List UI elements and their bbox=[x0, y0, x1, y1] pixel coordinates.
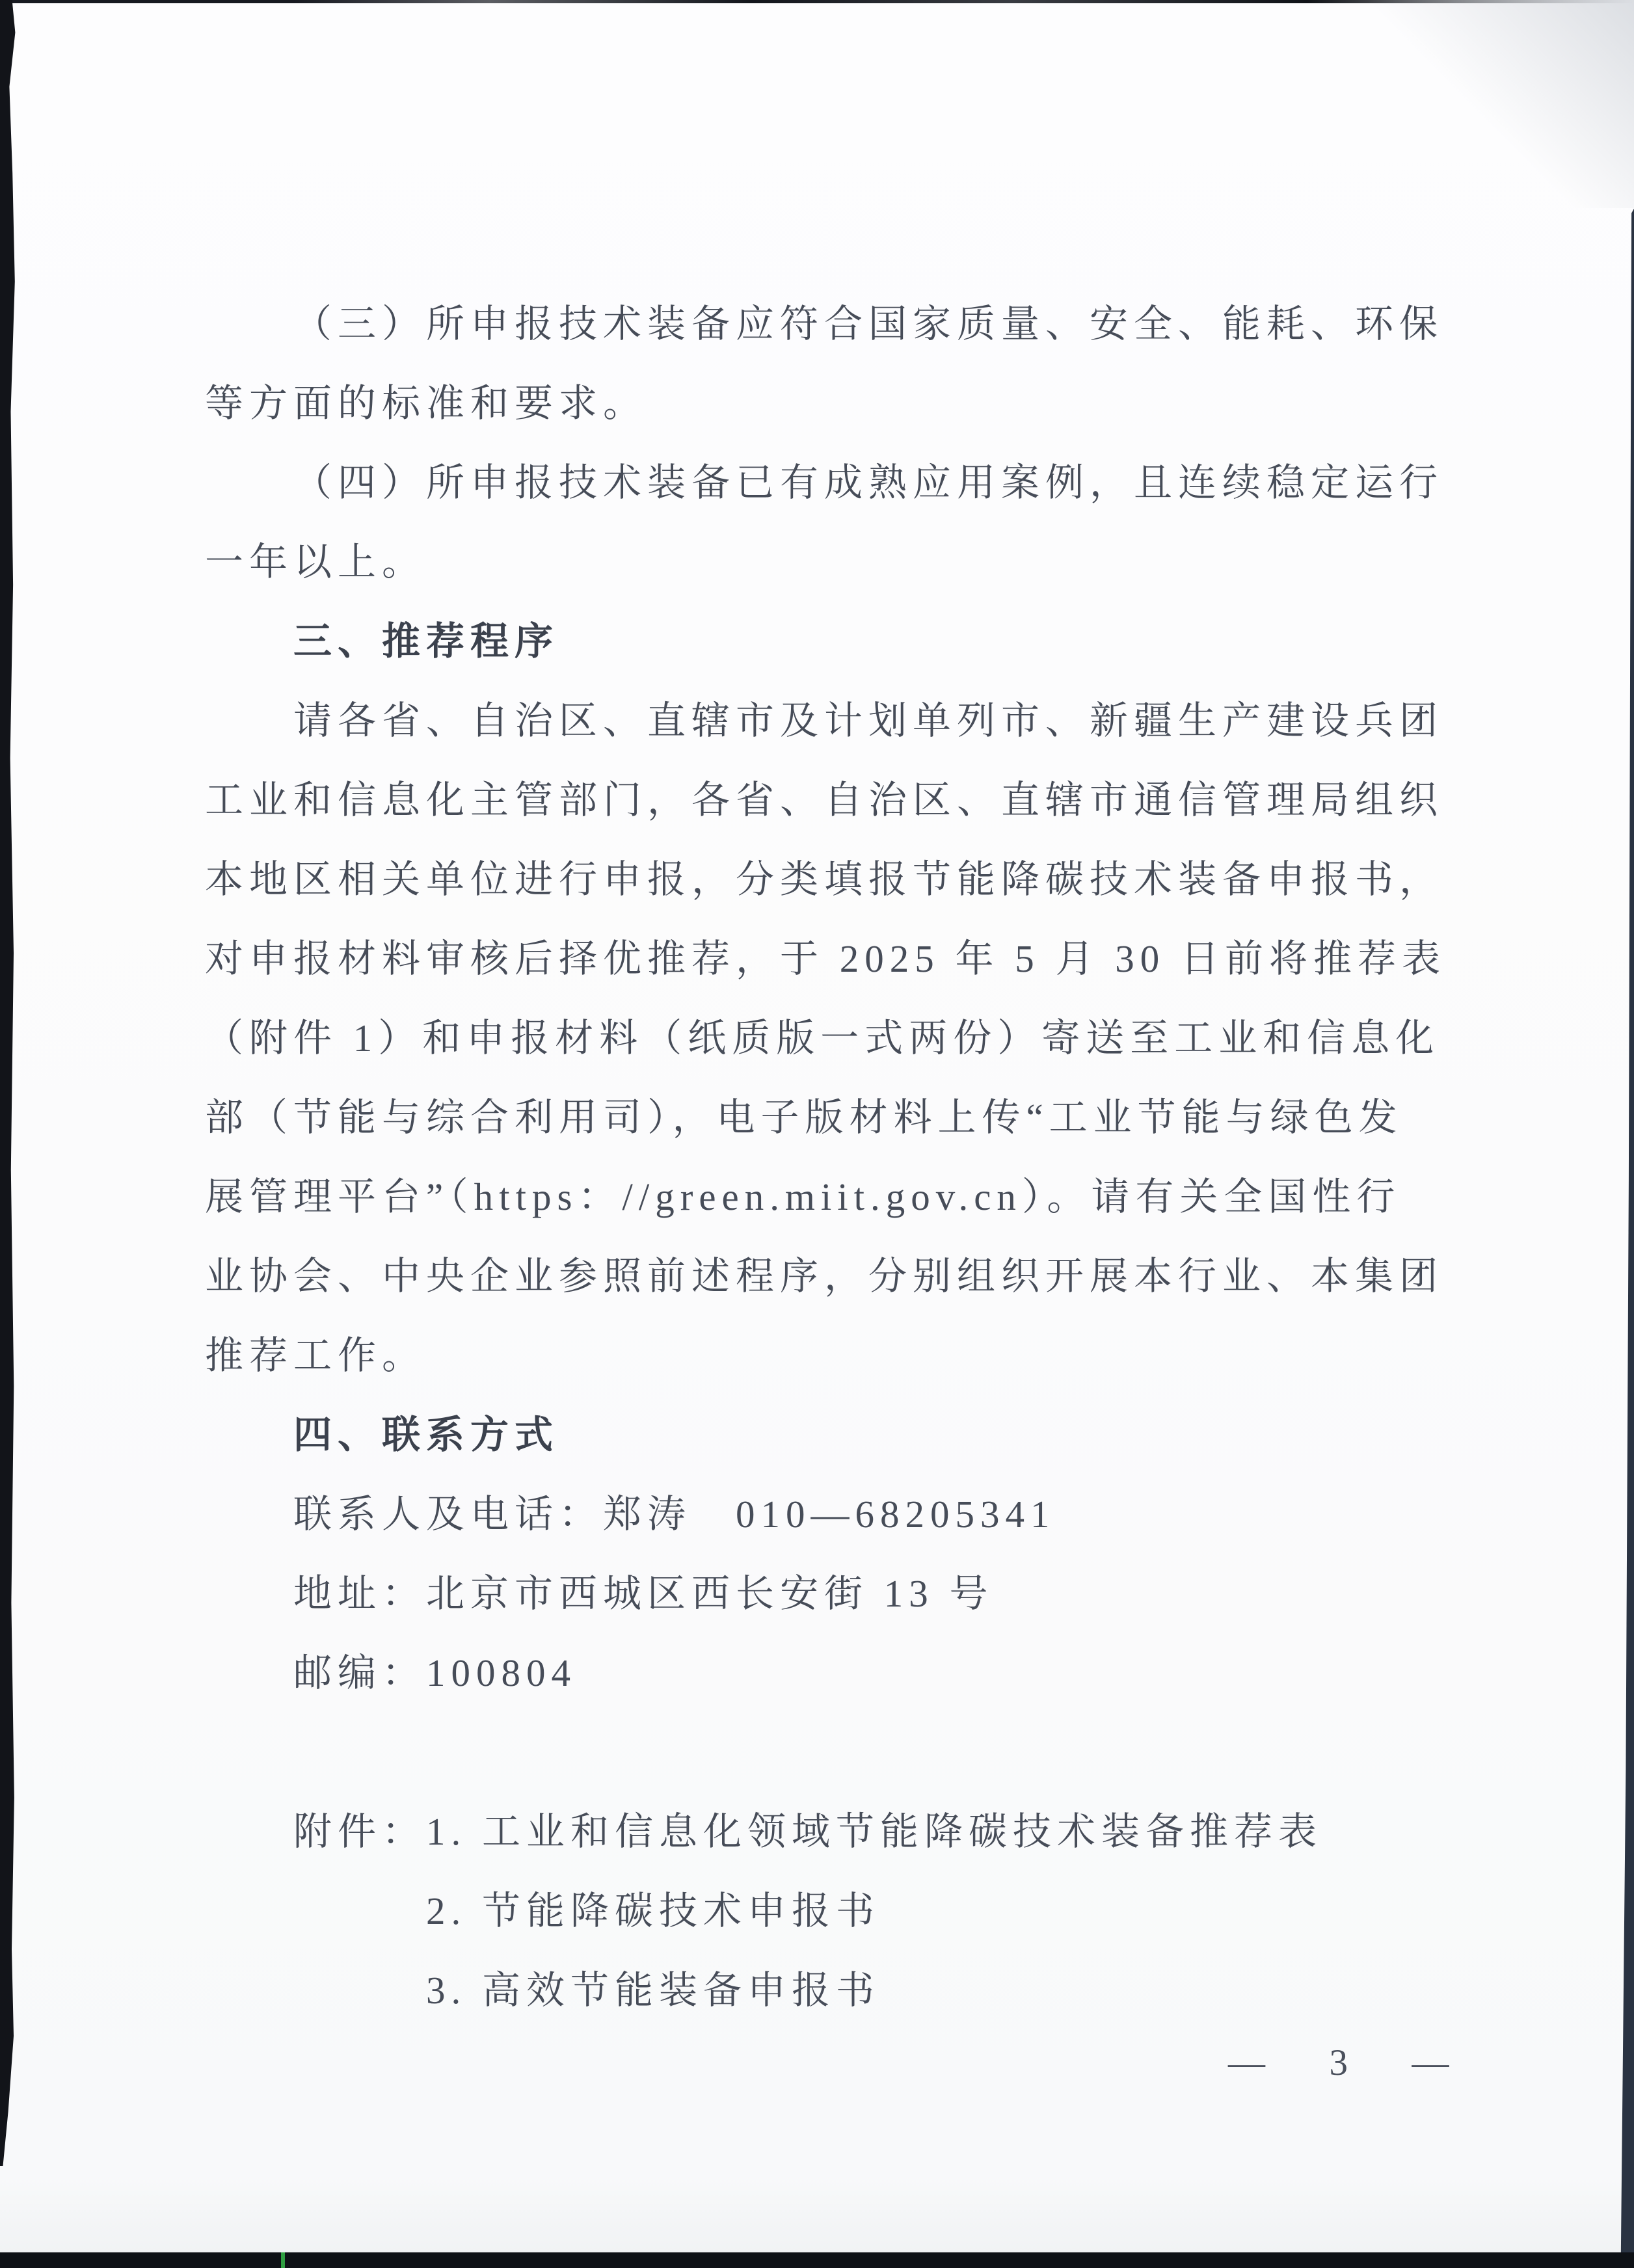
attachment-row-1 bbox=[205, 1792, 1454, 1871]
procedure-line-5: （附件 1）和申报材料（纸质版一式两份）寄送至工业和信息化 bbox=[205, 1017, 1440, 1060]
procedure-line-1: 请各省、自治区、直辖市及计划单列市、新疆生产建设兵团 bbox=[293, 699, 1444, 742]
scan-corner-shade bbox=[1354, 0, 1634, 208]
scan-bar-bottom bbox=[0, 2252, 1634, 2268]
address-line: 地址：北京市西城区西长安街 13 号 bbox=[293, 1572, 994, 1615]
attachment-row-2 bbox=[205, 1871, 1454, 1951]
attachment-item-2: 2. 节能降碳技术申报书 bbox=[426, 1889, 881, 1932]
scan-edge-left bbox=[0, 0, 20, 2166]
postcode-line: 邮编：100804 bbox=[293, 1651, 577, 1694]
contact-person-phone-line: 联系人及电话：郑涛 010—68205341 bbox=[293, 1493, 1056, 1536]
heading-section-3-recommendation-procedure: 三、推荐程序 bbox=[293, 620, 559, 663]
attachment-item-1: 1. 工业和信息化领域节能降碳技术装备推荐表 bbox=[426, 1810, 1323, 1853]
item-four-line-2: 一年以上。 bbox=[205, 540, 427, 583]
attachment-row-3 bbox=[205, 1951, 1454, 2030]
procedure-line-8: 业协会、中央企业参照前述程序，分别组织开展本行业、本集团 bbox=[205, 1255, 1444, 1298]
scan-edge-right bbox=[1614, 0, 1634, 2268]
scan-mark-green bbox=[281, 2252, 285, 2268]
procedure-line-3: 本地区相关单位进行申报，分类填报节能降碳技术装备申报书， bbox=[205, 858, 1444, 901]
procedure-line-6: 部（节能与综合利用司），电子版材料上传“工业节能与绿色发 bbox=[205, 1096, 1403, 1139]
procedure-line-4: 对申报材料审核后择优推荐，于 2025 年 5 月 30 日前将推荐表 bbox=[205, 937, 1447, 980]
item-four-line-1: （四）所申报技术装备已有成熟应用案例，且连续稳定运行 bbox=[293, 461, 1444, 504]
page-number: — 3 — bbox=[1228, 2042, 1453, 2083]
item-three-line-1: （三）所申报技术装备应符合国家质量、安全、能耗、环保 bbox=[293, 302, 1444, 345]
procedure-line-9: 推荐工作。 bbox=[205, 1334, 427, 1377]
procedure-line-7-url: 展管理平台”（https：//green.miit.gov.cn）。请有关全国性行 bbox=[205, 1175, 1401, 1218]
heading-section-4-contact-info: 四、联系方式 bbox=[293, 1413, 559, 1456]
procedure-line-2: 工业和信息化主管部门，各省、自治区、直辖市通信管理局组织 bbox=[205, 779, 1444, 821]
attachments-label: 附件： bbox=[293, 1810, 427, 1853]
item-three-line-2: 等方面的标准和要求。 bbox=[205, 382, 648, 425]
document-body bbox=[205, 284, 1454, 2030]
attachment-item-3: 3. 高效节能装备申报书 bbox=[426, 1969, 881, 2012]
